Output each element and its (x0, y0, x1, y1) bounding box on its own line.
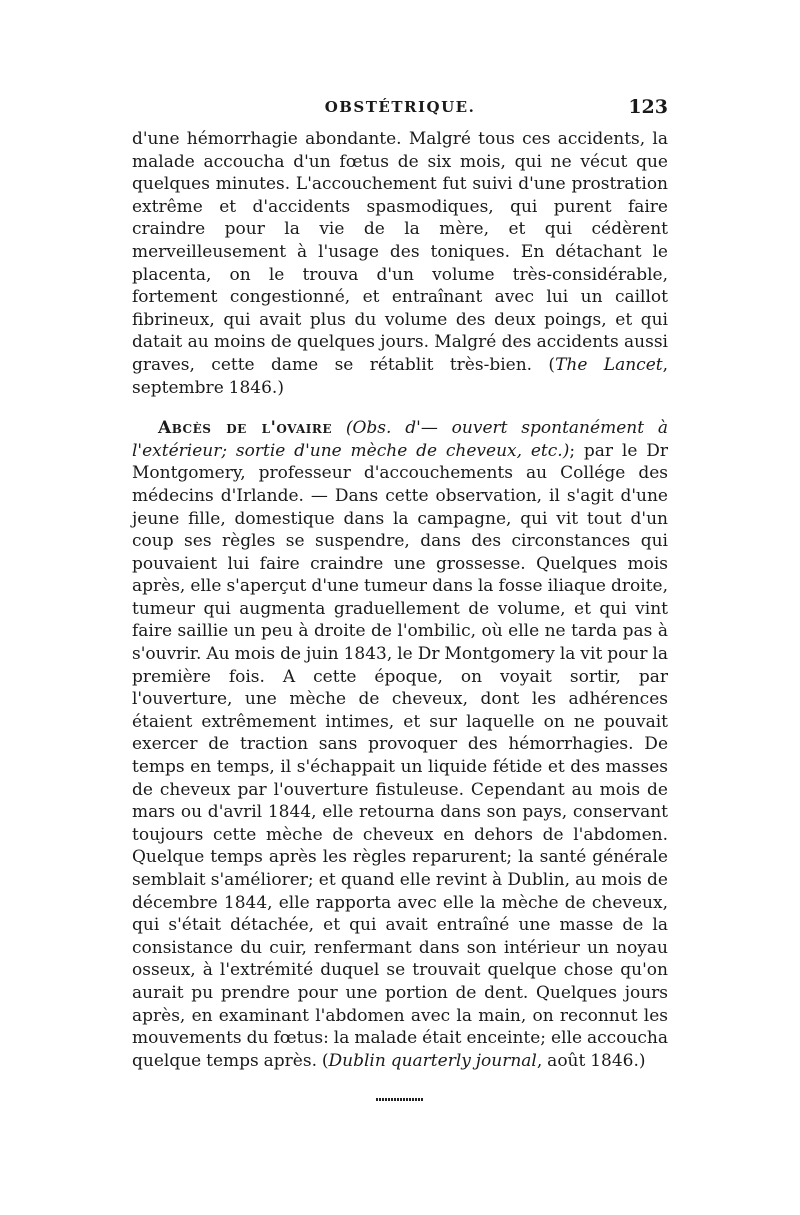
section-subtitle: (Obs. d'— ouvert spontanément à l'extérieur; sortie d'une mèche de cheveux, etc.) (132, 418, 669, 461)
running-head (132, 98, 668, 126)
running-title: OBSTÉTRIQUE. (324, 98, 476, 116)
paragraph-ovary-abscess (132, 417, 668, 1072)
source-citation: The Lancet (555, 354, 663, 375)
citation-date: , septembre 1846.) (132, 354, 668, 398)
section-heading: Abcès de l'ovaire (158, 418, 332, 439)
paragraph-continuation (132, 128, 668, 399)
body-text (132, 128, 668, 1072)
source-citation: Dublin quarterly journal (328, 1050, 537, 1071)
section-divider (376, 1098, 424, 1101)
citation-date: , août 1846.) (536, 1050, 646, 1071)
book-page (132, 98, 668, 1101)
page-number: 123 (628, 96, 668, 118)
paragraph-text: d'une hémorrhagie abondante. Malgré tous ces accidents, la malade accoucha d'un fœtus de six mois, qui ne vécut que quelques minutes. L'accouchement fut suivi d'une prostration extrême et d'accidents spasmodiques, qui purent faire craindre pour la vie de la mère, et qui cédèrent merveilleusement à l'usage des toniques. En détachant le placenta, on le trouva d'un volume très-considérable, fortement congestionné, et entraînant avec lui un caillot fibrineux, qui avait plus du volume des deux poings, et qui datait au moins de quelques jours. Malgré des accidents aussi graves, cette dame se rétablit très-bien. ( (132, 129, 668, 375)
paragraph-text: ; par le Dr Montgomery, professeur d'accouchements au Collége des médecins d'Irlande. — Dans cette observation, il s'agit d'une jeune fille, domestique dans la campagne, qui vit tout d'un coup ses règles se suspendre, dans des circonstances qui pouvaient lui faire craindre une grossesse. Quelques mois après, elle s'aperçut d'une tumeur dans la fosse iliaque droite, tumeur qui augmenta graduellement de volume, et qui vint faire saillie un peu à droite de l'ombilic, où elle ne tarda pas à s'ouvrir. Au mois de juin 1843, le Dr Montgomery la vit pour la première fois. A cette époque, on voyait sortir, par l'ouverture, une mèche de cheveux, dont les adhérences étaient extrêmement intimes, et sur laquelle on ne pouvait exercer de traction sans provoquer des hémorrhagies. De temps en temps, il s'échappait un liquide fétide et des masses de cheveux par l'ouverture fistuleuse. Cependant au mois de mars ou d'avril 1844, elle retourna dans son pays, conservant toujours cette mèche de cheveux en dehors de l'abdomen. Quelque temps après les règles reparurent; la santé générale semblait s'améliorer; et quand elle revint à Dublin, au mois de décembre 1844, elle rapporta avec elle la mèche de cheveux, qui s'était détachée, et qui avait entraîné une masse de la consistance du cuir, renfermant dans son intérieur un noyau osseux, à l'extrémité duquel se trouvait quelque chose qu'on aurait pu prendre pour une portion de dent. Quelques jours après, en examinant l'abdomen avec la main, on reconnut les mouvements du fœtus: la malade était enceinte; elle accoucha quelque temps après. ( (132, 440, 668, 1071)
